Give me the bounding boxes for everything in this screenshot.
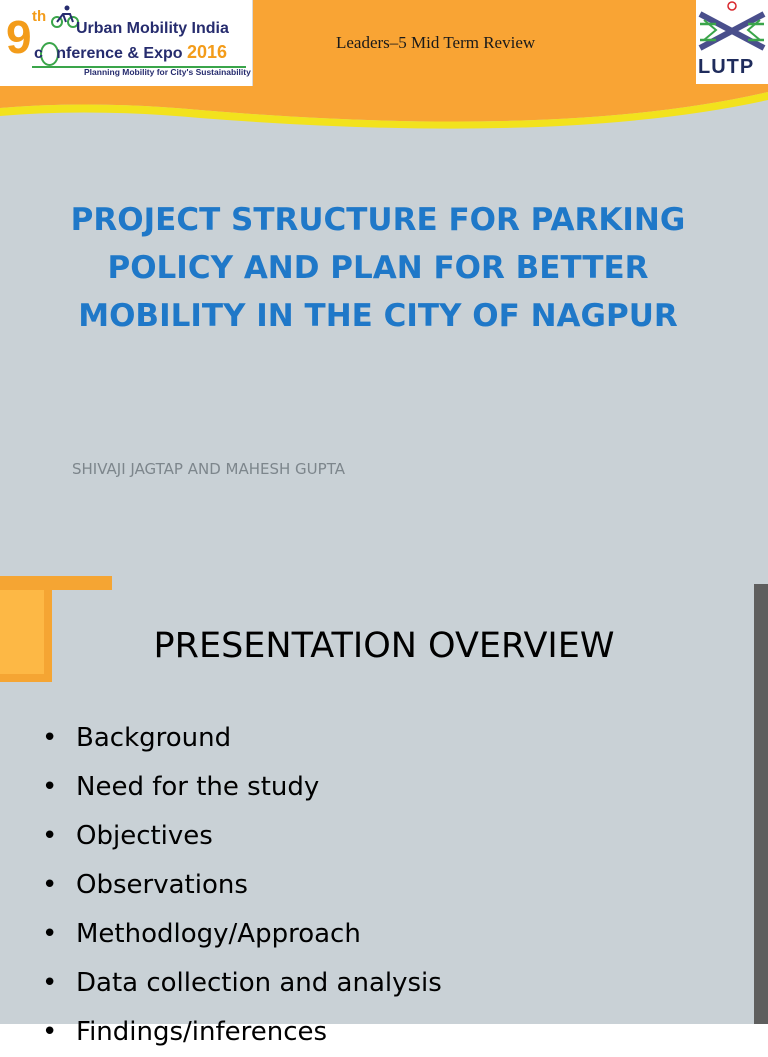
slide-authors: SHIVAJI JAGTAP AND MAHESH GUPTA <box>72 460 345 478</box>
conference-logo <box>0 0 253 86</box>
bullet-item: • Methodlogy/Approach <box>40 910 442 959</box>
slide-title-line: MOBILITY IN THE CITY OF NAGPUR <box>78 298 678 334</box>
bullet-item: • Observations <box>40 861 442 910</box>
bullet-item: • Findings/inferences <box>40 1008 442 1057</box>
lutp-logo-text: LUTP <box>698 56 755 78</box>
bullet-item: • Objectives <box>40 812 442 861</box>
bullet-item: • Need for the study <box>40 763 442 812</box>
lutp-logo <box>696 0 768 84</box>
logo-number: 9 <box>6 11 32 63</box>
lutp-emblem-icon <box>696 0 768 56</box>
logo-line-2-prefix: c <box>34 45 43 62</box>
bullet-item: • Background <box>40 714 442 763</box>
logo-tagline: Planning Mobility for City's Sustainability <box>84 67 251 77</box>
bullet-item: • Data collection and analysis <box>40 959 442 1008</box>
logo-line-2-main: nference & Expo <box>56 45 183 62</box>
logo-line-1: Urban Mobility India <box>76 20 229 37</box>
logo-year: 2016 <box>186 42 228 62</box>
logo-ordinal-suffix: th <box>32 8 47 25</box>
header-review-label: Leaders–5 Mid Term Review <box>336 33 536 52</box>
overview-title: PRESENTATION OVERVIEW <box>153 626 615 666</box>
overview-bullet-list <box>40 714 442 1057</box>
slide-title <box>40 196 716 340</box>
logo-line-2 <box>34 42 227 63</box>
overview-slide <box>0 576 768 1047</box>
slide-title-line: POLICY AND PLAN FOR BETTER <box>107 250 649 286</box>
slide-title-line: PROJECT STRUCTURE FOR PARKING <box>70 202 686 238</box>
